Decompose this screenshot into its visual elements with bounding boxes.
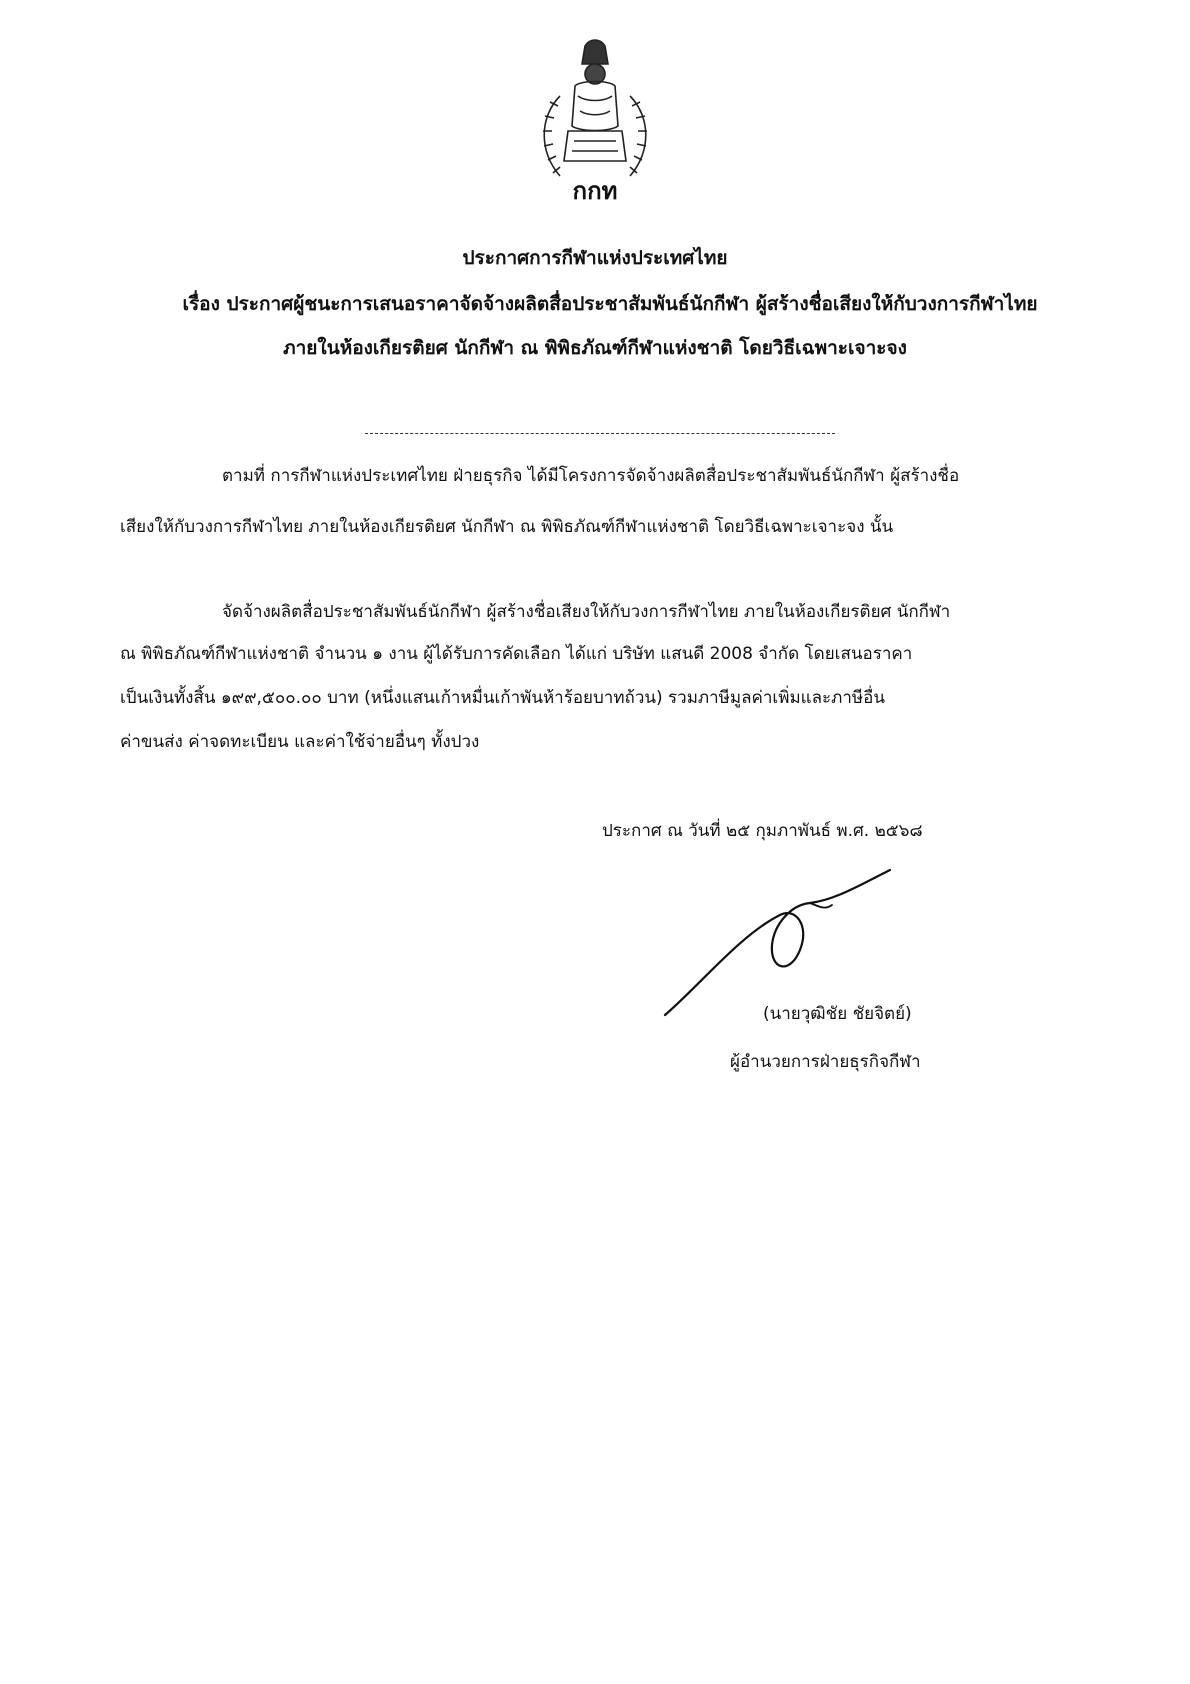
announcement-subject: เรื่อง ประกาศผู้ชนะการเสนอราคาจัดจ้างผลิตสื่อประชาสัมพันธ์นักกีฬา ผู้สร้างชื่อเสียงให้กับวงการกีฬาไทย [182,293,1038,315]
paragraph-2-line-1: จัดจ้างผลิตสื่อประชาสัมพันธ์นักกีฬา ผู้สร้างชื่อเสียงให้กับวงการกีฬาไทย ภายในห้องเกียรติยศ นักกีฬา [222,602,951,622]
emblem-label: กกท [572,176,618,205]
announcement-subject-continued: ภายในห้องเกียรติยศ นักกีฬา ณ พิพิธภัณฑ์กีฬาแห่งชาติ โดยวิธีเฉพาะเจาะจง [283,337,907,359]
announcement-date: ประกาศ ณ วันที่ ๒๕ กุมภาพันธ์ พ.ศ. ๒๕๖๘ [602,821,923,841]
paragraph-1-line-2: เสียงให้กับวงการกีฬาไทย ภายในห้องเกียรติยศ นักกีฬา ณ พิพิธภัณฑ์กีฬาแห่งชาติ โดยวิธีเฉพาะเจาะจง นั้น [120,517,894,537]
signer-name: (นายวุฒิชัย ชัยจิตย์) [763,1004,912,1024]
paragraph-2-line-4: ค่าขนส่ง ค่าจดทะเบียน และค่าใช้จ่ายอื่นๆ ทั้งปวง [120,732,480,752]
section-divider [365,433,835,434]
announcement-title: ประกาศการกีฬาแห่งประเทศไทย [462,247,728,269]
paragraph-2-line-2: ณ พิพิธภัณฑ์กีฬาแห่งชาติ จำนวน ๑ งาน ผู้ได้รับการคัดเลือก ได้แก่ บริษัท แสนดี 2008 จำกัด โดยเสนอราคา [120,644,913,664]
paragraph-1-line-1: ตามที่ การกีฬาแห่งประเทศไทย ฝ่ายธุรกิจ ได้มีโครงการจัดจ้างผลิตสื่อประชาสัมพันธ์นักกีฬา ผู้สร้างชื่อ [222,466,960,486]
paragraph-2-line-3: เป็นเงินทั้งสิ้น ๑๙๙,๕๐๐.๐๐ บาท (หนึ่งแสนเก้าหมื่นเก้าพันห้าร้อยบาทถ้วน) รวมภาษีมูลค่าเพิ่มและภาษีอื่น [120,688,885,708]
thai-sports-authority-emblem-icon [530,36,660,211]
signer-title: ผู้อำนวยการฝ่ายธุรกิจกีฬา [730,1052,921,1072]
